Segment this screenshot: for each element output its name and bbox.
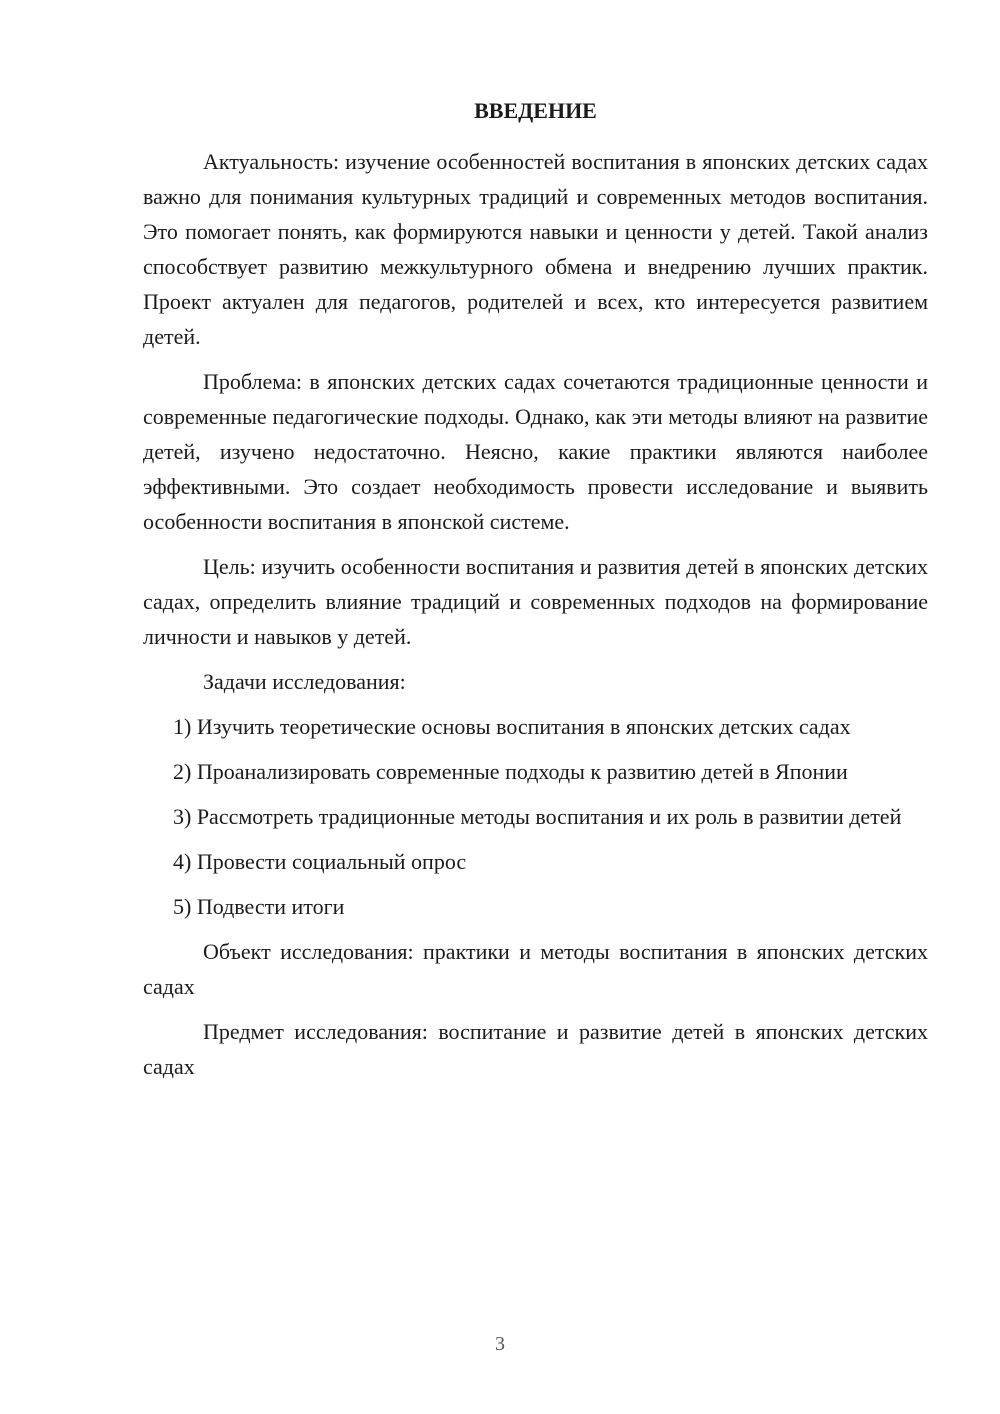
document-page <box>143 92 928 1094</box>
task-item-3: 3) Рассмотреть традиционные методы воспитания и их роль в развитии детей <box>173 804 902 829</box>
task-item-1: 1) Изучить теоретические основы воспитания в японских детских садах <box>173 714 851 739</box>
object-paragraph: Объект исследования: практики и методы воспитания в японских детских садах <box>143 939 928 999</box>
problem-paragraph: Проблема: в японских детских садах сочетаются традиционные ценности и современные педагогические подходы. Однако, как эти методы влияют на развитие детей, изучено недостаточно. Неясно, какие практики являются наиболее эффективными. Это создает необходимость провести исследование и выявить особенности воспитания в японской системе. <box>143 369 928 534</box>
page-number: 3 <box>495 1333 505 1355</box>
section-title: ВВЕДЕНИЕ <box>474 98 597 123</box>
task-item-5: 5) Подвести итоги <box>173 894 345 919</box>
relevance-paragraph: Актуальность: изучение особенностей воспитания в японских детских садах важно для понимания культурных традиций и современных методов воспитания. Это помогает понять, как формируются навыки и ценности у детей. Такой анализ способствует развитию межкультурного обмена и внедрению лучших практик. Проект актуален для педагогов, родителей и всех, кто интересуется развитием детей. <box>143 149 928 349</box>
goal-paragraph: Цель: изучить особенности воспитания и развития детей в японских детских садах, определить влияние традиций и современных подходов на формирование личности и навыков у детей. <box>143 554 928 649</box>
tasks-heading: Задачи исследования: <box>203 669 406 694</box>
task-item-2: 2) Проанализировать современные подходы к развитию детей в Японии <box>173 759 848 784</box>
task-item-4: 4) Провести социальный опрос <box>173 849 467 874</box>
subject-paragraph: Предмет исследования: воспитание и развитие детей в японских детских садах <box>143 1019 928 1079</box>
